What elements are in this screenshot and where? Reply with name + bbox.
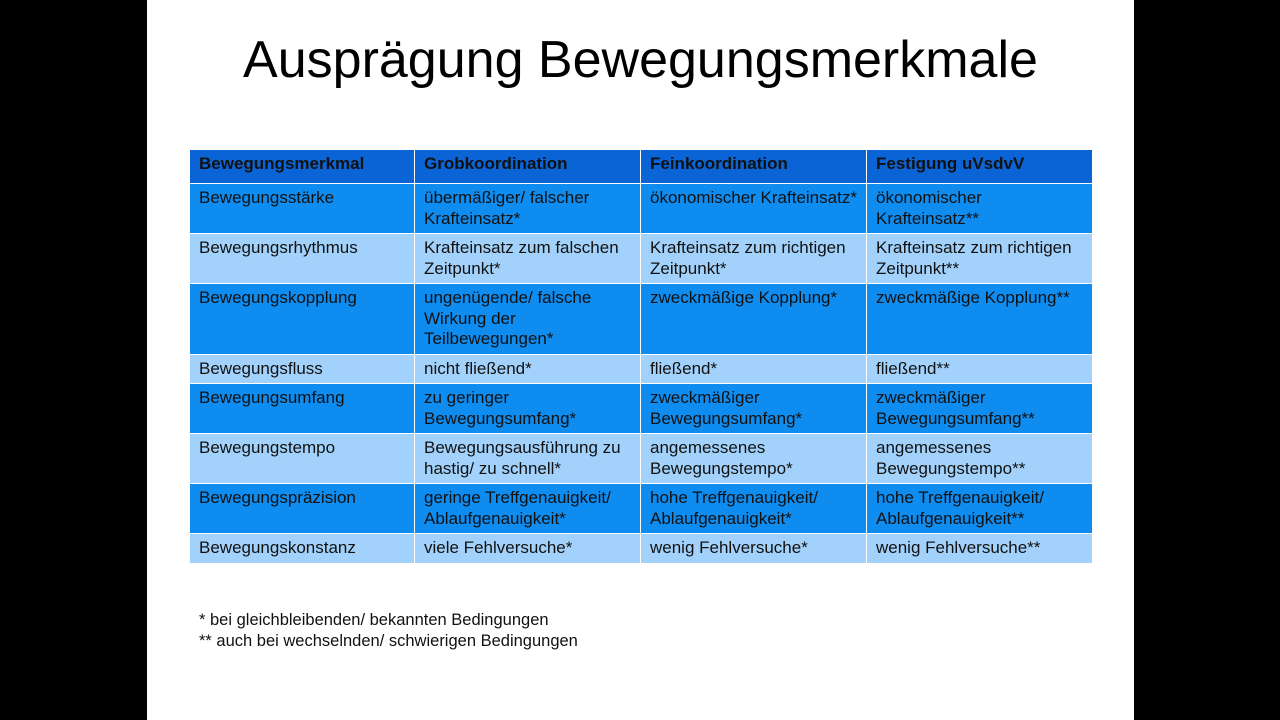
table-cell: fließend** bbox=[867, 354, 1093, 384]
table-cell: wenig Fehlversuche** bbox=[867, 534, 1093, 564]
table-cell: viele Fehlversuche* bbox=[415, 534, 641, 564]
characteristics-table bbox=[189, 149, 1093, 564]
table-cell: hohe Treffgenauigkeit/ Ablaufgenauigkeit* bbox=[641, 484, 867, 534]
column-header: Feinkoordination bbox=[641, 150, 867, 184]
column-header: Festigung uVsdvV bbox=[867, 150, 1093, 184]
table-row bbox=[190, 284, 1093, 355]
slide-title: Ausprägung Bewegungsmerkmale bbox=[243, 31, 1038, 89]
table-cell: ökonomischer Krafteinsatz* bbox=[641, 184, 867, 234]
column-header: Bewegungsmerkmal bbox=[190, 150, 415, 184]
slide bbox=[147, 0, 1134, 720]
table-row bbox=[190, 484, 1093, 534]
table-cell: übermäßiger/ falscher Krafteinsatz* bbox=[415, 184, 641, 234]
table-cell: hohe Treffgenauigkeit/ Ablaufgenauigkeit** bbox=[867, 484, 1093, 534]
column-header: Grobkoordination bbox=[415, 150, 641, 184]
table-cell: angemessenes Bewegungstempo** bbox=[867, 434, 1093, 484]
table-cell: zweckmäßiger Bewegungsumfang** bbox=[867, 384, 1093, 434]
table-row bbox=[190, 384, 1093, 434]
table-cell: zu geringer Bewegungsumfang* bbox=[415, 384, 641, 434]
table-cell: Krafteinsatz zum richtigen Zeitpunkt* bbox=[641, 234, 867, 284]
table-row bbox=[190, 354, 1093, 384]
table-cell: Bewegungskopplung bbox=[190, 284, 415, 355]
table-cell: fließend* bbox=[641, 354, 867, 384]
table-cell: ungenügende/ falsche Wirkung der Teilbewegungen* bbox=[415, 284, 641, 355]
table-cell: ökonomischer Krafteinsatz** bbox=[867, 184, 1093, 234]
table-cell: Bewegungsumfang bbox=[190, 384, 415, 434]
table-cell: Bewegungsausführung zu hastig/ zu schnell* bbox=[415, 434, 641, 484]
footnote-single-asterisk: * bei gleichbleibenden/ bekannten Bedingungen bbox=[199, 611, 549, 629]
table-cell: Bewegungstempo bbox=[190, 434, 415, 484]
table-cell: geringe Treffgenauigkeit/ Ablaufgenauigkeit* bbox=[415, 484, 641, 534]
table-cell: zweckmäßiger Bewegungsumfang* bbox=[641, 384, 867, 434]
table-cell: wenig Fehlversuche* bbox=[641, 534, 867, 564]
footnote-double-asterisk: ** auch bei wechselnden/ schwierigen Bedingungen bbox=[199, 632, 578, 650]
table-cell: Krafteinsatz zum richtigen Zeitpunkt** bbox=[867, 234, 1093, 284]
table-cell: Bewegungsrhythmus bbox=[190, 234, 415, 284]
table-row bbox=[190, 434, 1093, 484]
table-row bbox=[190, 534, 1093, 564]
table-cell: Bewegungspräzision bbox=[190, 484, 415, 534]
table-cell: Bewegungsfluss bbox=[190, 354, 415, 384]
table-row bbox=[190, 234, 1093, 284]
table-row bbox=[190, 184, 1093, 234]
table-cell: Bewegungsstärke bbox=[190, 184, 415, 234]
table-header-row bbox=[190, 150, 1093, 184]
table-cell: Bewegungskonstanz bbox=[190, 534, 415, 564]
table-cell: angemessenes Bewegungstempo* bbox=[641, 434, 867, 484]
table-cell: zweckmäßige Kopplung** bbox=[867, 284, 1093, 355]
footnotes bbox=[199, 610, 578, 652]
table-cell: nicht fließend* bbox=[415, 354, 641, 384]
table-cell: Krafteinsatz zum falschen Zeitpunkt* bbox=[415, 234, 641, 284]
table-cell: zweckmäßige Kopplung* bbox=[641, 284, 867, 355]
